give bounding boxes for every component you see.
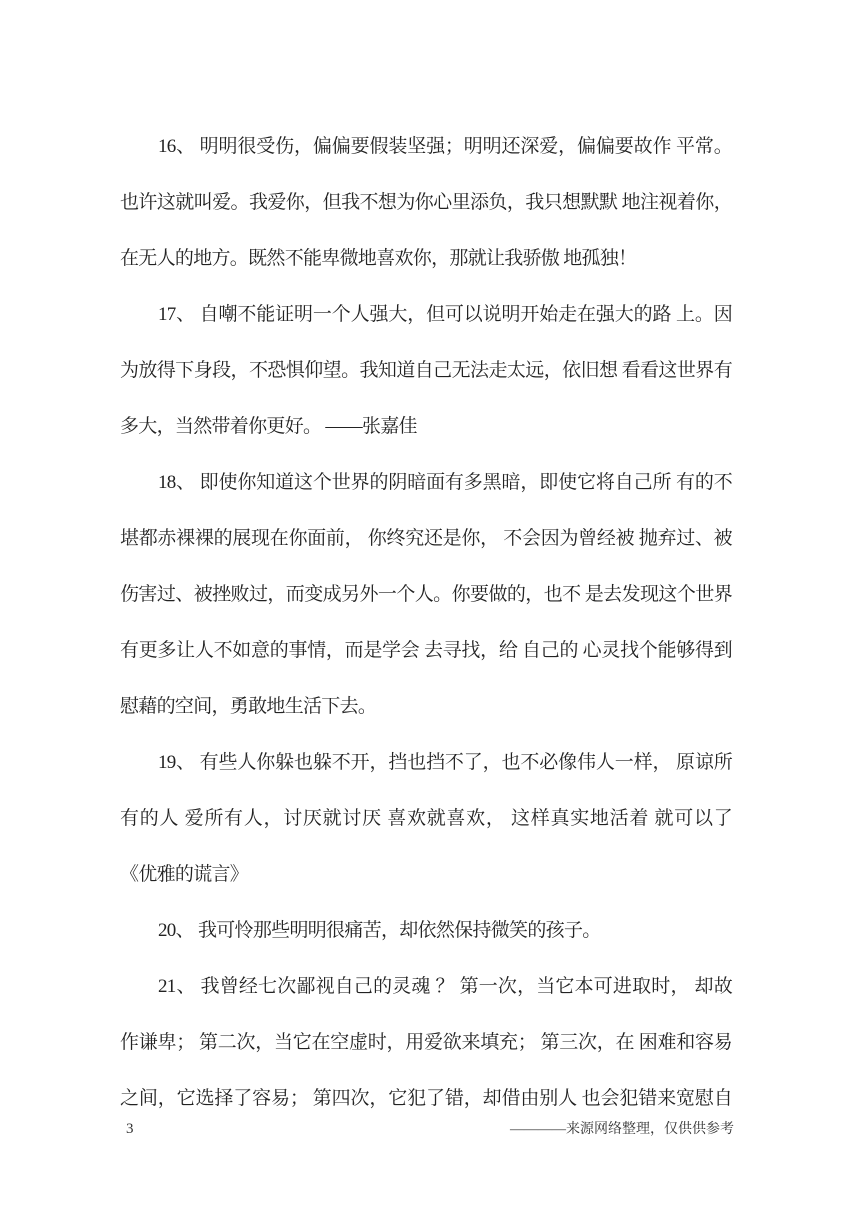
text-line: 20、 我可怜那些明明很痛苦，却依然保持微笑的孩子。 [158, 920, 601, 941]
text-line: 16、 明明很受伤，偏偏要假装坚强；明明还深爱，偏偏要故作 平常。 [158, 136, 732, 157]
quote-paragraph-17 [120, 287, 732, 455]
text-line: 之间，它选择了容易； 第四次，它犯了错，却借由别人 也会犯错来宽慰自 [120, 1088, 732, 1109]
text-line: 《优雅的谎言》 [120, 864, 249, 885]
text-line: 18、 即使你知道这个世界的阴暗面有多黑暗，即使它将自己所 有的不 [158, 472, 732, 493]
page-footer [126, 1118, 734, 1138]
text-line: 也许这就叫爱。我爱你，但我不想为你心里添负，我只想默默 地注视着你， [120, 192, 732, 213]
text-line: 有更多让人不如意的事情，而是学会 去寻找，给 自己的 心灵找个能够得到 [120, 640, 732, 661]
quote-paragraph-18 [120, 455, 732, 735]
text-line: 作谦卑； 第二次，当它在空虚时，用爱欲来填充； 第三次，在 困难和容易 [120, 1032, 732, 1053]
text-line: 21、 我曾经七次鄙视自己的灵魂 ？ 第一次，当它本可进取时， 却故 [158, 976, 732, 997]
text-line: 为放得下身段，不恐惧仰望。我知道自己无法走太远，依旧想 看看这世界有 [120, 360, 732, 381]
text-line: 伤害过、被挫败过，而变成另外一个人。你要做的，也不 是去发现这个世界 [120, 584, 732, 605]
text-line: 多大，当然带着你更好。 ——张嘉佳 [120, 416, 417, 437]
quote-paragraph-21 [120, 959, 732, 1127]
text-line: 19、 有些人你躲也躲不开，挡也挡不了，也不必像伟人一样， 原谅所 [158, 752, 732, 773]
text-line: 有的人 爱所有人，讨厌就讨厌 喜欢就喜欢， 这样真实地活着 就可以了 [120, 808, 732, 829]
text-line: 在无人的地方。既然不能卑微地喜欢你，那就让我骄傲 地孤独！ [120, 248, 637, 269]
text-content [120, 119, 732, 1127]
quote-paragraph-16 [120, 119, 732, 287]
page-number: 3 [126, 1121, 134, 1137]
source-note: ————来源网络整理，仅供供参考 [510, 1122, 734, 1137]
quote-paragraph-19 [120, 735, 732, 903]
text-line: 堪都赤裸裸的展现在你面前， 你终究还是你， 不会因为曾经被 抛弃过、被 [120, 528, 732, 549]
text-line: 慰藉的空间，勇敢地生活下去。 [120, 696, 377, 717]
text-line: 17、 自嘲不能证明一个人强大，但可以说明开始走在强大的路 上。因 [158, 304, 732, 325]
quote-paragraph-20 [120, 903, 732, 959]
